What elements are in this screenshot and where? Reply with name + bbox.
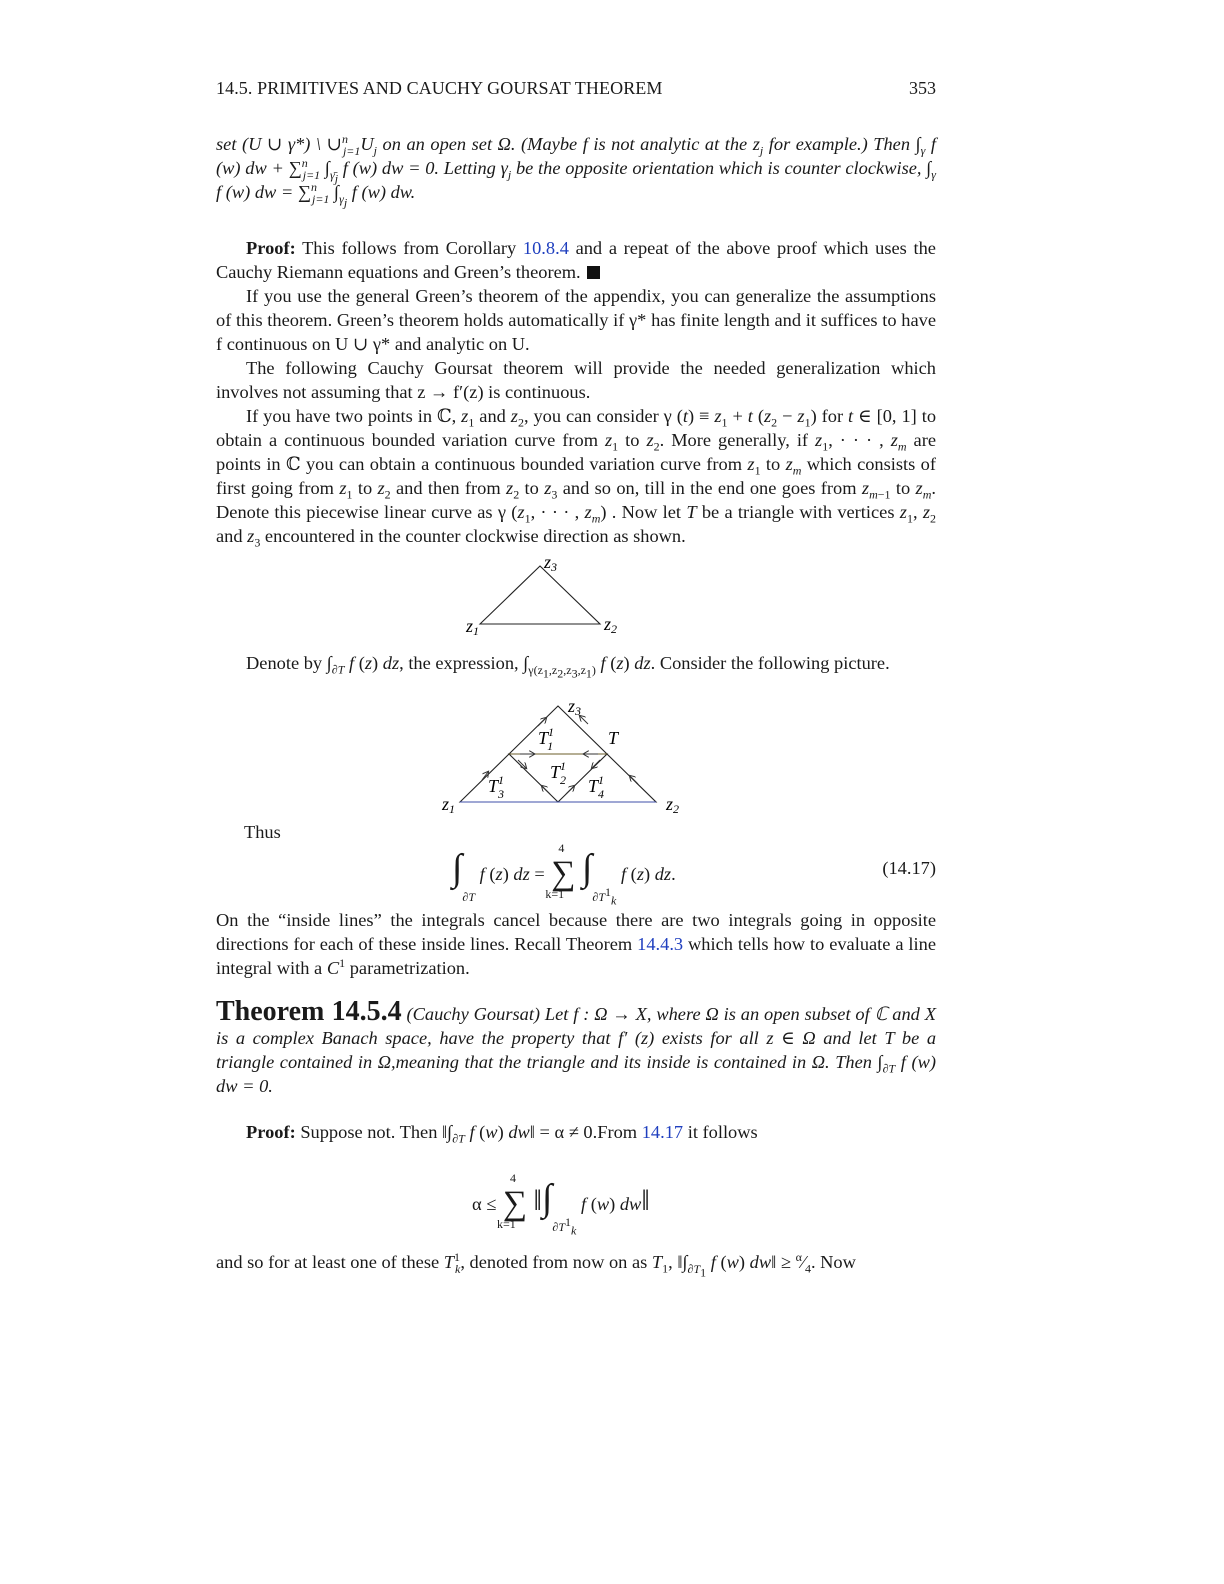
equation-body: $\int_{\partial T}$ f (z) dz = 4 ∑ k=1 $\int_{\partial T^1_k}$ f (z) dz. [452,841,676,908]
subdivided-triangle-figure [438,694,688,818]
label2-z2: z2 [666,794,680,816]
triangle-T [480,566,600,624]
inside-lines-text-c: parametrization. [349,958,470,978]
denote-label: Denote by [246,653,323,673]
page-number: 353 [909,78,936,98]
denote-text-c: Consider the following picture. [659,653,890,673]
paragraph-green: If you use the general Green’s theorem of the appendix, you can generalize the assumptions of this theorem. Green’s theorem holds automatically if γ* has finite length and it suffices to have f continuous on U ∪ γ* and analytic on U. [216,286,936,354]
theorem-14-5-4: Theorem 14.5.4 (Cauchy Goursat) Let f : Ω → X, where Ω is an open subset of ℂ and X is a complex Banach space, have the property that f′ (z) exists for all z ∈ Ω and let T be a triangle contained in Ω,meaning that the triangle and its inside is contained in Ω. Then $\int_{\partial T}$ f (w) dw = 0. [216,996,937,1096]
last-text-c: Now [820,1252,856,1272]
paragraph-inside-lines: On the “inside lines” the integrals cancel because there are two integrals going in opposite directions for each of these inside lines. Recall Theorem 14.4.3 which tells how to evaluate a line integral with a $C^1$ parametrization. [216,910,936,978]
label2-z1: z1 [442,794,456,816]
label-z1: z1 [466,616,480,636]
paragraph-denote: Denote by $\int_{\partial T}$ f (z) dz, the expression, $\int_{\gamma(z_1,z_2,z_3,z_1)}$ f (z) dz. Consider the following picture. [246,653,890,681]
theorem-tail: set (U ∪ γ*) \ $\cup^n_{j=1}U_j$ on an open set Ω. (Maybe f is not analytic at the $z_j$ for example.) Then $\int_\gamma$ f (w) dw + ∑$^n_{j=1}$ $\int_{\gammā_j}$ f (w) dw = 0. Letting $\gamma_j$ be the opposite orientation which is counter clockwise, $\int_\gamma$ f (w) dw = ∑$^n_{j=1}$ $\int_{\gamma_j}$ f (w) dw. [216,131,936,210]
thus-label: Thus [244,822,281,842]
equation-number: (14.17) [882,858,936,878]
equation-14-17 [216,841,936,908]
triangle-figure [460,552,630,636]
proof-paragraph-1 [216,236,936,284]
denote-text-b: the expression, [408,653,519,673]
proof2-text-b: From [597,1122,638,1142]
proof-text-a: This follows from Corollary [302,238,517,258]
label-T: T [608,728,619,748]
theorem-link[interactable]: 14.4.3 [637,934,684,954]
proof-text-b: and a repeat of the above proof which uses the Cauchy Riemann equations and Green’s theorem. [216,238,936,282]
proof-label: Proof: [246,238,296,258]
corollary-link[interactable]: 10.8.4 [522,238,569,258]
header-title: 14.5. PRIMITIVES AND CAUCHY GOURSAT THEOREM [216,78,663,98]
qed-square [587,266,600,279]
paragraph-triangle-definition: If you have two points in ℂ, $z_1$ and $z_2$, you can consider γ $(t) \equiv z_1 + t$ $(z_2 - z_1)$ for t ∈ [0, 1] to obtain a continuous bounded variation curve from $z_1$ to $z_2$. More generally, if $z_1$, · · · , $z_m$ are points in ℂ you can obtain a continuous bounded variation curve from $z_1$ to $z_m$ which consists of first going from $z_1$ to $z_2$ and then from $z_2$ to $z_3$ and so on, till in the end one goes from $z_{m-1}$ to $z_m$. Denote this piecewise linear curve as γ ($z_1$, · · · , $z_m$) . Now let T be a triangle with vertices $z_1$, $z_2$ and $z_3$ encountered in the counter clockwise direction as shown. [216,406,937,550]
inside-lines-text-a: On the “inside lines” the integrals cancel because there are two integrals going in opposite directions for each of these inside lines. Recall Theorem [216,910,936,954]
last-text-b: , denoted from now on as [460,1252,648,1272]
theorem-heading: Theorem 14.5.4 [216,996,402,1027]
inside-lines-text-b: which tells how to evaluate a line integral with a [216,934,936,978]
label-T21: $T^1$ 2 [550,759,567,787]
last-text-a: and so for at least one of these [216,1252,440,1272]
label2-z3: z3 [568,696,582,718]
proof-label-2: Proof: [246,1122,296,1142]
paragraph-goursat-intro: The following Cauchy Goursat theorem will provide the needed generalization which involves not assuming that z → f′(z) is continuous. [216,358,936,402]
paragraph-last: and so for at least one of these $T^1_k$, denoted from now on as $T_1$, $‖\int_{\partial T_1}$ f (w) dw‖ ≥ $^\alpha⁄_4$. Now [216,1249,856,1280]
label-T11: $T^1$ 1 [538,725,554,753]
inequality-body: α ≤ 4 ∑ k=1 $‖\int_{\partial T^1_k}$ f (w) dw‖ [472,1171,650,1238]
label-z3: z3 [544,552,558,574]
inequality-display [216,1168,936,1238]
label-T31: $T^1$ 3 [488,773,505,801]
label-z2: z2 [604,614,618,636]
proof2-text-a: Suppose not. Then [300,1122,438,1142]
equation-link[interactable]: 14.17 [641,1122,684,1142]
proof-paragraph-2: Proof: Suppose not. Then $‖\int_{\partial T}$ f (w) dw‖ = α ≠ 0.From 14.17 it follows [246,1122,758,1146]
proof2-text-c: it follows [687,1122,758,1142]
label-T41: $T^1$ 4 [588,773,605,801]
theorem-name: (Cauchy Goursat) [406,1004,541,1024]
